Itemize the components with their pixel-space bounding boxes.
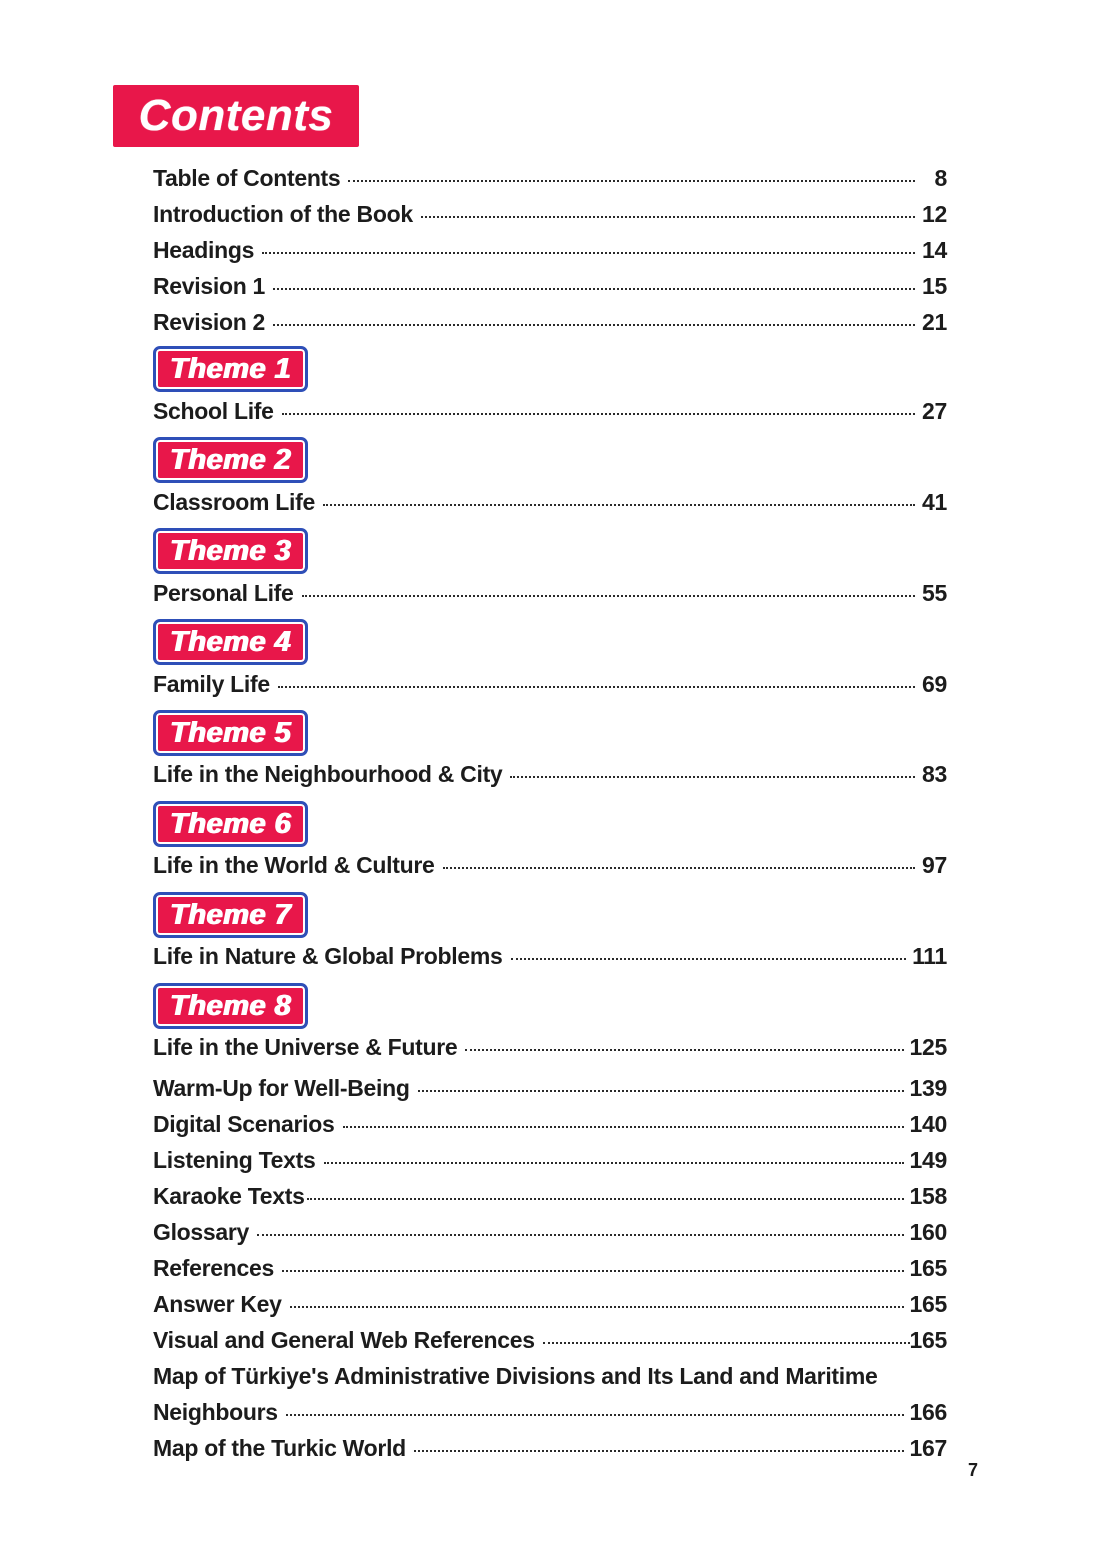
toc-entry-label: Karaoke Texts xyxy=(153,1183,305,1209)
page-number: 7 xyxy=(968,1460,979,1480)
dot-leader xyxy=(465,1048,903,1051)
theme-7-badge xyxy=(153,892,308,938)
dot-leader xyxy=(348,179,915,182)
theme-3-badge xyxy=(153,528,308,574)
toc-entry-page: 15 xyxy=(922,273,947,299)
toc-entry-page: 166 xyxy=(909,1399,947,1425)
toc-entry-label: Listening Texts xyxy=(153,1147,316,1173)
dot-leader xyxy=(257,1233,903,1236)
toc-entry-theme-6[interactable] xyxy=(153,852,947,884)
toc-entry-theme-3[interactable] xyxy=(153,580,947,612)
theme-5-badge xyxy=(153,710,308,756)
toc-entry-theme-2[interactable] xyxy=(153,489,947,521)
toc-entry-label: Life in Nature & Global Problems xyxy=(153,943,503,969)
dot-leader xyxy=(273,323,915,326)
dot-leader xyxy=(273,287,915,290)
toc-entry-theme-1[interactable] xyxy=(153,398,947,430)
dot-leader xyxy=(443,866,915,869)
toc-entry-answer-key[interactable] xyxy=(153,1291,947,1323)
theme-badge-label: Theme 4 xyxy=(169,626,292,658)
toc-entry-revision-2[interactable] xyxy=(153,309,947,341)
toc-entry-table-of-contents[interactable] xyxy=(153,165,947,197)
toc-entry-label: Revision 1 xyxy=(153,273,266,299)
toc-entry-page: 165 xyxy=(909,1327,947,1353)
toc-entry-karaoke-texts[interactable] xyxy=(153,1183,947,1215)
dot-leader xyxy=(282,1269,903,1272)
toc-entry-page: 14 xyxy=(922,237,947,263)
contents-title-banner xyxy=(113,85,359,147)
theme-badge-label: Theme 7 xyxy=(169,899,292,931)
toc-entry-label: Map of the Turkic World xyxy=(153,1435,406,1461)
dot-leader xyxy=(290,1305,904,1308)
toc-entry-label: Map of Türkiye's Administrative Divisions and Its Land and Maritime xyxy=(153,1363,878,1389)
dot-leader xyxy=(510,775,915,778)
toc-entry-references[interactable] xyxy=(153,1255,947,1287)
dot-leader xyxy=(323,503,915,506)
theme-badge-label: Theme 6 xyxy=(169,808,292,840)
toc-entry-page: 149 xyxy=(909,1147,947,1173)
dot-leader xyxy=(262,251,915,254)
toc-entry-label: Introduction of the Book xyxy=(153,201,413,227)
toc-entry-map-turkic-world[interactable] xyxy=(153,1435,947,1467)
toc-entry-digital-scenarios[interactable] xyxy=(153,1111,947,1143)
dot-leader xyxy=(324,1161,904,1164)
theme-6-badge xyxy=(153,801,308,847)
page-title: Contents xyxy=(138,91,334,140)
toc-entry-theme-5[interactable] xyxy=(153,761,947,793)
toc-entry-label: Headings xyxy=(153,237,255,263)
toc-entry-label: School Life xyxy=(153,398,274,424)
toc-entry-warm-up[interactable] xyxy=(153,1075,947,1107)
toc-entry-label: Classroom Life xyxy=(153,489,315,515)
toc-entry-label: References xyxy=(153,1255,275,1281)
theme-2-badge xyxy=(153,437,308,483)
toc-entry-page: 167 xyxy=(909,1435,947,1461)
dot-leader xyxy=(543,1341,910,1344)
toc-entry-listening-texts[interactable] xyxy=(153,1147,947,1179)
toc-entry-page: 69 xyxy=(922,671,947,697)
toc-entry-map-turkiye-line-2[interactable] xyxy=(153,1399,947,1431)
toc-entry-label: Neighbours xyxy=(153,1399,278,1425)
toc-entry-page: 165 xyxy=(909,1255,947,1281)
theme-8-badge xyxy=(153,983,308,1029)
theme-badge-label: Theme 5 xyxy=(169,717,292,749)
toc-entry-label: Glossary xyxy=(153,1219,250,1245)
toc-entry-label: Life in the World & Culture xyxy=(153,852,435,878)
toc-entry-page: 158 xyxy=(909,1183,947,1209)
toc-entry-introduction[interactable] xyxy=(153,201,947,233)
toc-entry-page: 140 xyxy=(909,1111,947,1137)
dot-leader xyxy=(286,1413,904,1416)
toc-entry-theme-7[interactable] xyxy=(153,943,947,975)
theme-badge-label: Theme 1 xyxy=(169,353,292,385)
toc-entry-page: 55 xyxy=(922,580,947,606)
toc-entry-label: Personal Life xyxy=(153,580,294,606)
toc-entry-label: Answer Key xyxy=(153,1291,282,1317)
toc-entry-label: Revision 2 xyxy=(153,309,266,335)
toc-entry-page: 165 xyxy=(909,1291,947,1317)
dot-leader xyxy=(343,1125,904,1128)
toc-entry-page: 160 xyxy=(909,1219,947,1245)
theme-1-badge xyxy=(153,346,308,392)
toc-entry-label: Family Life xyxy=(153,671,270,697)
toc-entry-revision-1[interactable] xyxy=(153,273,947,305)
toc-entry-page: 41 xyxy=(922,489,947,515)
toc-entry-web-references[interactable] xyxy=(153,1327,947,1359)
toc-entry-page: 111 xyxy=(912,943,947,969)
dot-leader xyxy=(278,685,915,688)
toc-entry-label: Table of Contents xyxy=(153,165,341,191)
dot-leader xyxy=(511,957,907,960)
toc-entry-label: Digital Scenarios xyxy=(153,1111,335,1137)
toc-entry-map-turkiye-line-1[interactable] xyxy=(153,1363,947,1395)
dot-leader xyxy=(418,1089,904,1092)
toc-entry-glossary[interactable] xyxy=(153,1219,947,1251)
theme-badge-label: Theme 2 xyxy=(169,444,292,476)
toc-entry-page: 8 xyxy=(934,165,947,191)
toc-entry-page: 27 xyxy=(922,398,947,424)
toc-entry-headings[interactable] xyxy=(153,237,947,269)
dot-leader xyxy=(414,1449,904,1452)
toc-entry-page: 97 xyxy=(922,852,947,878)
toc-entry-label: Life in the Neighbourhood & City xyxy=(153,761,503,787)
toc-entry-theme-4[interactable] xyxy=(153,671,947,703)
toc-entry-label: Life in the Universe & Future xyxy=(153,1034,458,1060)
dot-leader xyxy=(302,594,915,597)
toc-entry-page: 125 xyxy=(909,1034,947,1060)
toc-entry-label: Visual and General Web References xyxy=(153,1327,535,1353)
toc-entry-theme-8[interactable] xyxy=(153,1034,947,1066)
toc-entry-page: 12 xyxy=(922,201,947,227)
toc-entry-label: Warm-Up for Well-Being xyxy=(153,1075,410,1101)
toc-entry-page: 83 xyxy=(922,761,947,787)
dot-leader xyxy=(421,215,915,218)
theme-badge-label: Theme 8 xyxy=(169,990,292,1022)
toc-entry-page: 21 xyxy=(922,309,947,335)
dot-leader xyxy=(307,1197,904,1200)
theme-4-badge xyxy=(153,619,308,665)
toc-entry-page: 139 xyxy=(909,1075,947,1101)
theme-badge-label: Theme 3 xyxy=(169,535,292,567)
dot-leader xyxy=(282,412,915,415)
